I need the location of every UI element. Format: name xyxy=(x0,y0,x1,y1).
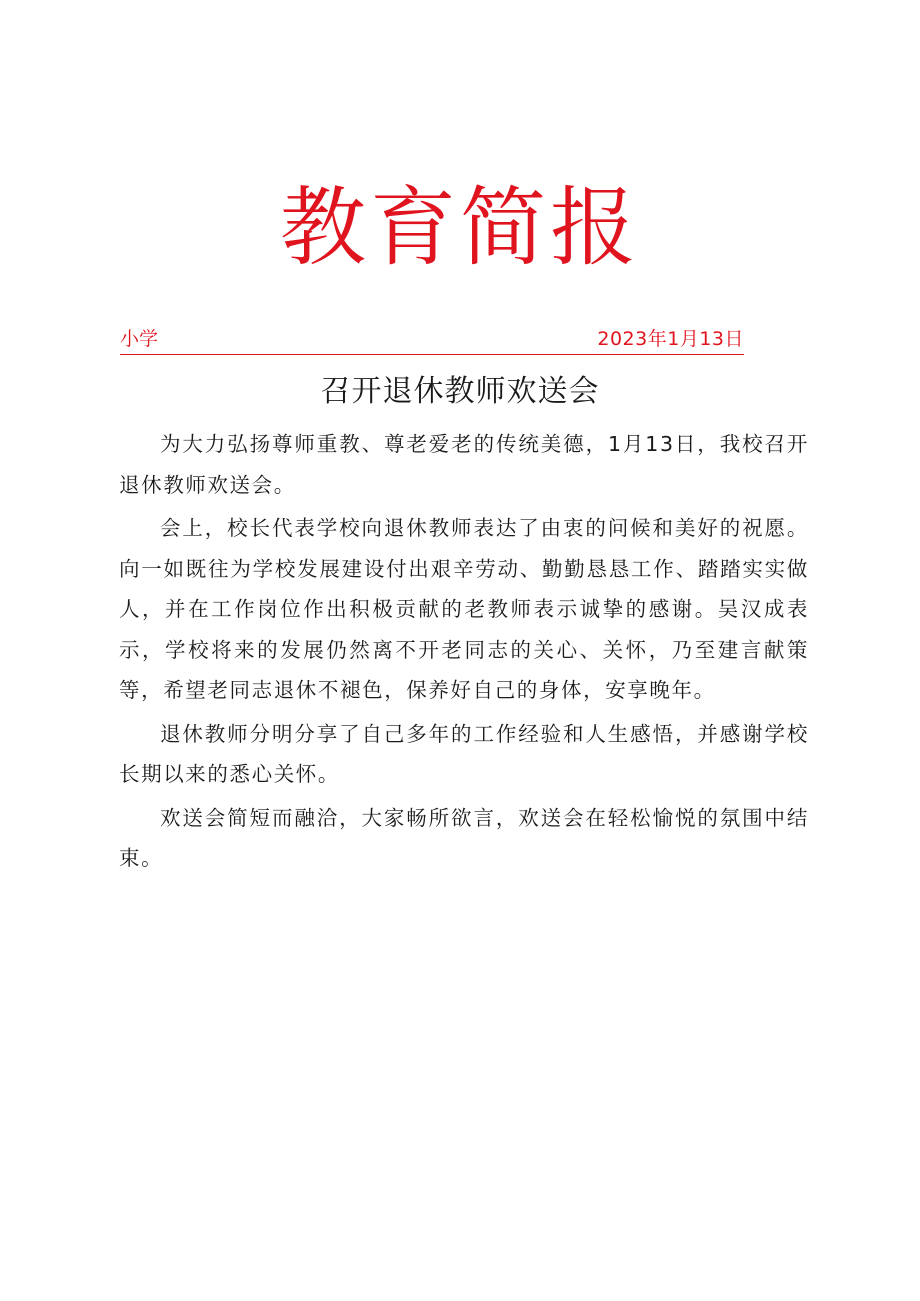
article-paragraph: 退休教师分明分享了自己多年的工作经验和人生感悟，并感谢学校长期以来的悉心关怀。 xyxy=(119,721,809,786)
article-body xyxy=(119,424,809,882)
article-paragraph: 会上，校长代表学校向退休教师表达了由衷的问候和美好的祝愿。向一如既往为学校发展建设付出艰辛劳动、勤勤恳恳工作、踏踏实实做人，并在工作岗位作出积极贡献的老教师表示诚挚的感谢。吴汉成表示，学校将来的发展仍然离不开老同志的关心、关怀，乃至建言献策等，希望老同志退休不褪色，保养好自己的身体，安享晚年。 xyxy=(119,516,809,702)
article-paragraph: 为大力弘扬尊师重教、尊老爱老的传统美德，1月13日，我校召开退休教师欢送会。 xyxy=(119,432,809,497)
article-paragraph: 欢送会简短而融洽，大家畅所欲言，欢送会在轻松愉悦的氛围中结束。 xyxy=(119,805,809,870)
school-name: 小学 xyxy=(120,328,159,350)
info-line xyxy=(120,326,744,355)
article-title: 召开退休教师欢送会 xyxy=(320,374,600,409)
newsletter-masthead: 教育简报 xyxy=(280,178,640,278)
issue-date: 2023年1月13日 xyxy=(597,328,744,350)
